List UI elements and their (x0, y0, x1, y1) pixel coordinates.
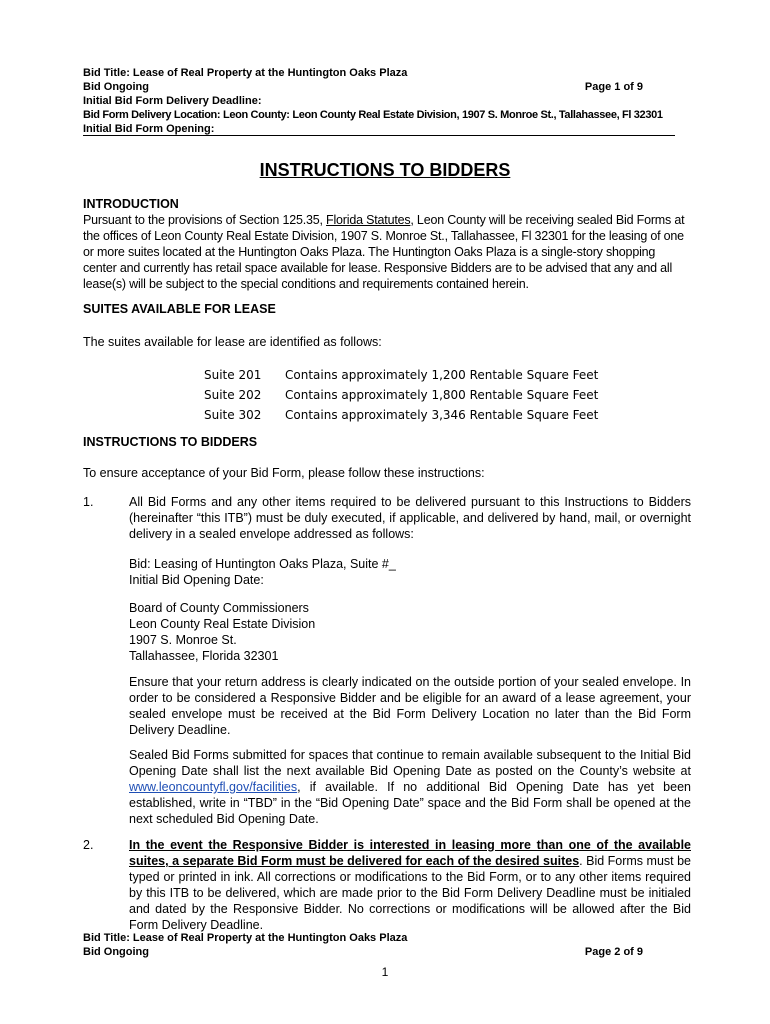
suite-description: Contains approximately 1,800 Rentable Square Feet (285, 388, 599, 402)
suites-intro: The suites available for lease are identified as follows: (83, 335, 382, 349)
address-line: Board of County Commissioners (129, 601, 309, 615)
suite-row (204, 405, 598, 425)
header-divider (83, 135, 675, 136)
suites-list (204, 365, 598, 425)
introduction-paragraph (83, 212, 691, 292)
page-footer (83, 931, 643, 959)
suites-heading: SUITES AVAILABLE FOR LEASE (83, 302, 276, 316)
footer-page-label: Page 2 of 9 (584, 946, 643, 958)
introduction-heading: INTRODUCTION (83, 197, 179, 211)
return-address-paragraph: Ensure that your return address is clearly indicated on the outside portion of your sealed envelope. In order to be considered a Responsive Bidder and be eligible for an award of a lease agreement, your sealed envelope must be received at the Bid Form Delivery Location no later than the Bid Form Delivery Deadline. (129, 675, 691, 737)
header-delivery-location: Bid Form Delivery Location: Leon County: Leon County Real Estate Division, 1907 S. Monroe St., Tallahassee, Fl 32301 (83, 109, 663, 121)
suite-row (204, 365, 598, 385)
item-1-text: All Bid Forms and any other items required to be delivered pursuant to this Instructions to Bidders (hereinafter “this ITB”) must be duly executed, if applicable, and delivered by hand, mail, or overnight delivery in a sealed envelope addressed as follows: (129, 495, 691, 541)
sealed-text-start: Sealed Bid Forms submitted for spaces that continue to remain available subsequent to the Initial Bid Opening Date shall list the next available Bid Opening Date as posted on the County’s website at (129, 748, 691, 778)
mailing-address (129, 600, 691, 664)
instructions-intro: To ensure acceptance of your Bid Form, please follow these instructions: (83, 466, 485, 480)
item-2-number: 2. (83, 838, 94, 852)
header-delivery-deadline: Initial Bid Form Delivery Deadline: (83, 95, 262, 107)
header-bid-title: Bid Title: Lease of Real Property at the Huntington Oaks Plaza (83, 67, 408, 79)
header-opening: Initial Bid Form Opening: (83, 123, 215, 135)
intro-text-rest: , Leon County will be receiving sealed Bid Forms at the offices of Leon County Real Estate Division, 1907 S. Monroe St., Tallahassee, Fl 32301 for the leasing of one or more suites located at the Huntington Oaks Plaza. The Huntington Oaks Plaza is a single-story shopping center and currently has retail space available for lease. Responsive Bidders are to be advised that any and all lease(s) will be subject to the special conditions and requirements contained herein. (83, 213, 685, 291)
sealed-text-rest: , if available. If no additional Bid Opening Date has yet been established, write in “TBD” in the “Bid Opening Date” space and the Bid Form shall be opened at the next scheduled Bid Opening Date. (129, 780, 691, 826)
item-2-text (129, 837, 691, 933)
florida-statutes-reference: Florida Statutes (326, 213, 411, 227)
item-2-rest: . Bid Forms must be typed or printed in ink. All corrections or modifications to the Bid Form, or to any other items required by this ITB to be delivered, which are made prior to the Bid Form Delivery Deadline must be initialed and dated by the Responsive Bidder. No corrections or modifications will be allowed after the Bid Form Delivery Deadline. (129, 854, 691, 932)
suite-name: Suite 201 (204, 368, 262, 382)
intro-text-start: Pursuant to the provisions of Section 125.35, (83, 213, 327, 227)
address-line: 1907 S. Monroe St. (129, 633, 237, 647)
bid-envelope-line: Bid: Leasing of Huntington Oaks Plaza, Suite #_ (129, 557, 396, 571)
footer-bid-status: Bid Ongoing (83, 946, 149, 958)
suite-description: Contains approximately 1,200 Rentable Square Feet (285, 368, 599, 382)
address-line: Leon County Real Estate Division (129, 617, 316, 631)
bid-opening-date-line: Initial Bid Opening Date: (129, 573, 264, 587)
address-line: Tallahassee, Florida 32301 (129, 649, 279, 663)
item-1-number: 1. (83, 495, 94, 509)
suite-name: Suite 202 (204, 388, 262, 402)
suite-row (204, 385, 598, 405)
suite-name: Suite 302 (204, 408, 262, 422)
suite-description: Contains approximately 3,346 Rentable Square Feet (285, 408, 599, 422)
page-title: INSTRUCTIONS TO BIDDERS (259, 160, 511, 180)
header-bid-status: Bid Ongoing (83, 81, 149, 93)
page-header (83, 66, 693, 136)
footer-bid-title: Bid Title: Lease of Real Property at the Huntington Oaks Plaza (83, 932, 408, 944)
header-page-label: Page 1 of 9 (584, 81, 643, 93)
item-2-emphasis: In the event the Responsive Bidder is interested in leasing more than one of the available suites, a separate Bid Form must be delivered for each of the desired suites (129, 838, 691, 868)
county-facilities-link[interactable]: www.leoncountyfl.gov/facilities (129, 780, 298, 794)
instructions-heading: INSTRUCTIONS TO BIDDERS (83, 435, 258, 449)
sealed-bid-paragraph (129, 747, 691, 827)
page-number: 1 (381, 965, 389, 979)
